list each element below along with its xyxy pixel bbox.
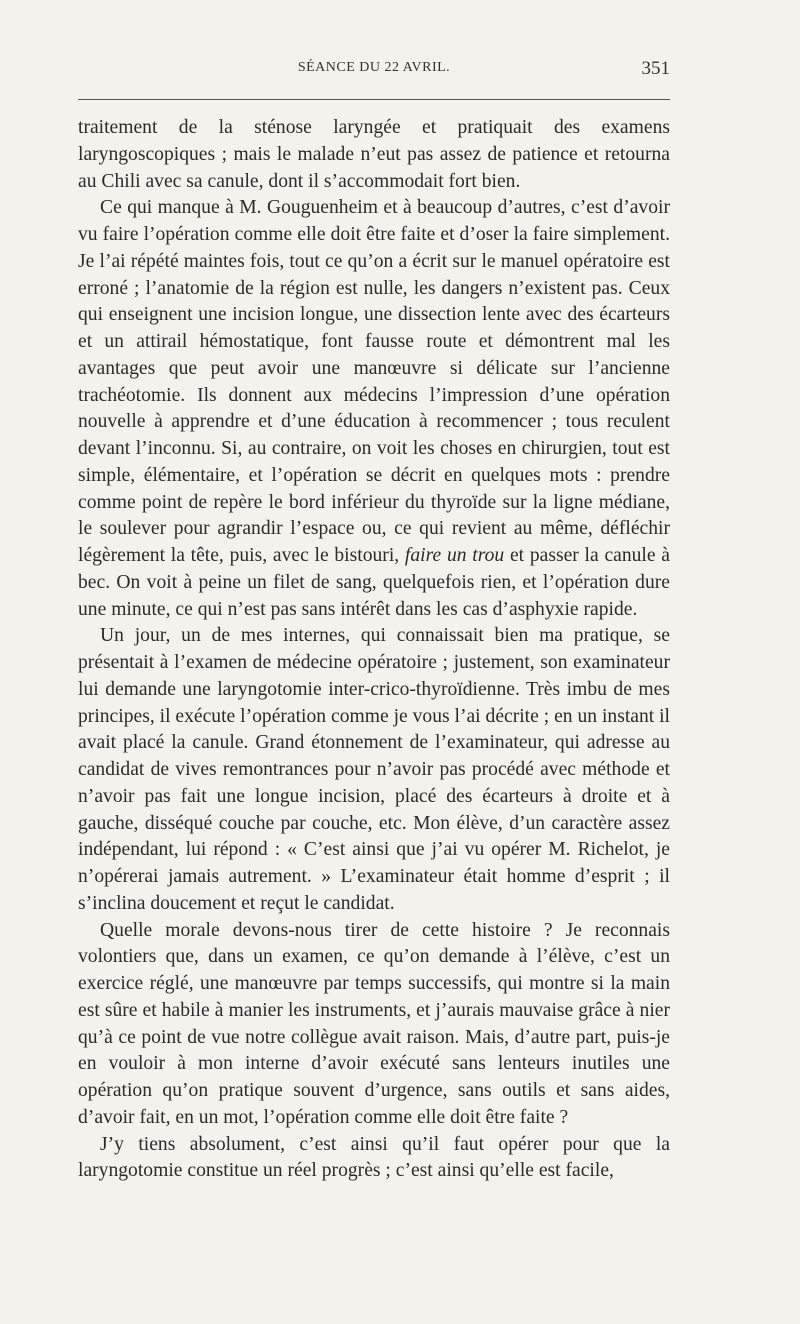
body-text (78, 115, 670, 1185)
paragraph-5: J’y tiens absolument, c’est ainsi qu’il faut opérer pour que la laryngotomie constitue un réel progrès ; c’est ainsi qu’elle est facile, (78, 1133, 670, 1182)
paragraph-4: Quelle morale devons-nous tirer de cette histoire ? Je reconnais volontiers que, dans un examen, ce qu’on demande à l’élève, c’est un exercice réglé, une manœuvre par temps successifs, qui montre si la main est sûre et habile à manier les instruments, et j’aurais mauvaise grâce à nier qu’à ce point de vue notre collègue avait raison. Mais, d’autre part, puis-je en vouloir à mon interne d’avoir exécuté sans lenteurs inutiles une opération qu’on pratique souvent d’urgence, sans outils et sans aides, d’avoir fait, en un mot, l’opération comme elle doit être faite ? (78, 919, 670, 1128)
paragraph-2 (78, 195, 670, 623)
paragraph-3: Un jour, un de mes internes, qui connaissait bien ma pratique, se présentait à l’examen de médecine opératoire ; justement, son examinateur lui demande une laryngotomie inter-crico-thyroïdienne. Très imbu de mes principes, il exécute l’opération comme je vous l’ai décrite ; en un instant il avait placé la canule. Grand étonnement de l’examinateur, qui adresse au candidat de vives remontrances pour n’avoir pas procédé avec méthode et n’avoir pas fait une longue incision, placé des écarteurs à droite et à gauche, disséqué couche par couche, etc. Mon élève, d’un caractère assez indépendant, lui répond : « C’est ainsi que j’ai vu opérer M. Richelot, je n’opérerai jamais autrement. » L’examinateur était homme d’esprit ; il s’inclina doucement et reçut le candidat. (78, 625, 670, 914)
paragraph-2-text: Ce qui manque à M. Gouguenheim et à beaucoup d’autres, c’est d’avoir vu faire l’opération comme elle doit être faite et d’oser la faire simplement. Je l’ai répété maintes fois, tout ce qu’on a écrit sur le manuel opératoire est erroné ; l’anatomie de la région est nulle, les dangers n’existent pas. Ceux qui enseignent une incision longue, une dissection lente avec des écarteurs et un attirail hémostatique, font fausse route et démontrent mal les avantages que peut avoir une manœuvre si délicate sur l’ancienne trachéotomie. Ils donnent aux médecins l’impression d’une opération nouvelle à apprendre et d’une éducation à recommencer ; tous reculent devant l’inconnu. Si, au contraire, on voit les choses en chirurgien, tout est simple, élémentaire, et l’opération se décrit en quelques mots : prendre comme point de repère le bord inférieur du thyroïde sur la ligne médiane, le soulever pour agrandir l’espace ou, ce qui revient au même, défléchir légèrement la tête, puis, avec le bistouri, (78, 197, 670, 566)
header-rule (78, 99, 670, 100)
running-head: SÉANCE DU 22 AVRIL. (297, 60, 451, 75)
page-number: 351 (641, 58, 670, 79)
page-header (78, 60, 670, 90)
italic-phrase: faire un trou (404, 545, 505, 566)
paragraph-1: traitement de la sténose laryngée et pratiquait des examens laryngoscopiques ; mais le malade n’eut pas assez de patience et retourna au Chili avec sa canule, dont il s’accommodait fort bien. (78, 117, 670, 192)
paragraph-2-text-after: et passer la canule à bec. On voit à peine un filet de sang, quelquefois rien, et l’opération dure une minute, ce qui n’est pas sans intérêt dans les cas d’asphyxie rapide. (78, 545, 671, 620)
